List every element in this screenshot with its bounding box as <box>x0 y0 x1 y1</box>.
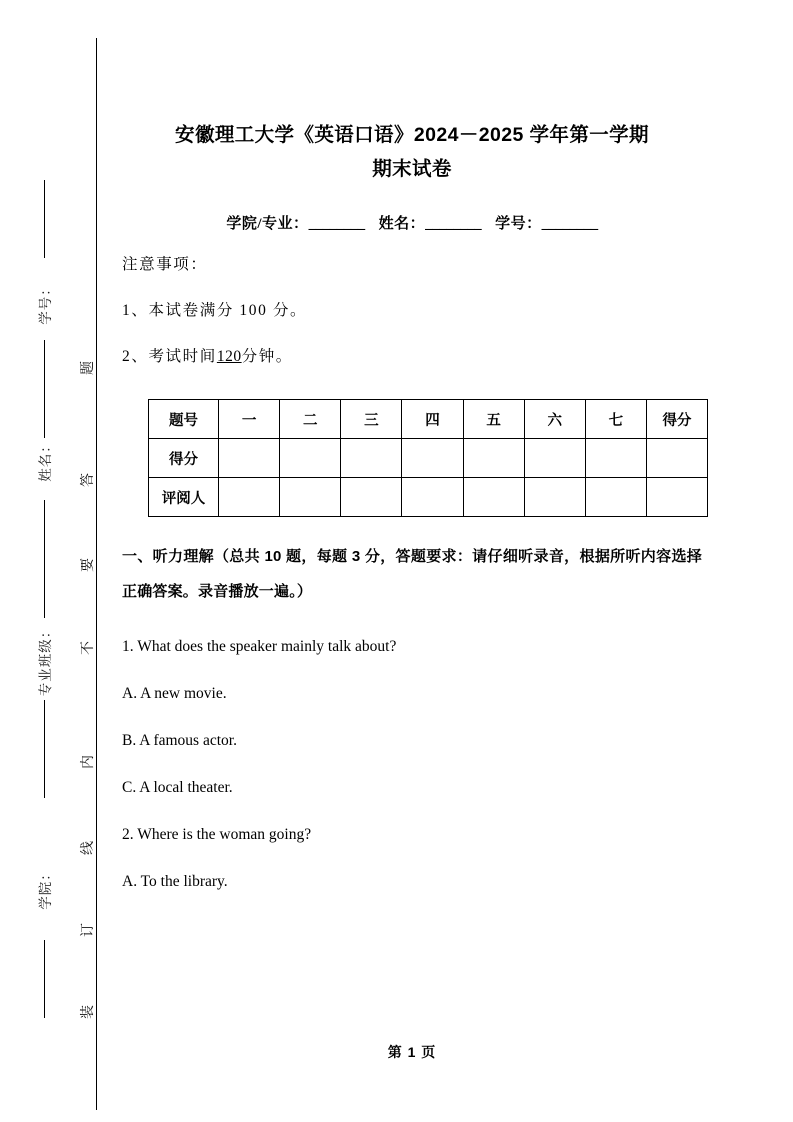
section-one-heading: 一、听力理解（总共 10 题，每题 3 分，答题要求：请仔细听录音，根据所听内容选择正确答案。录音播放一遍。） <box>122 548 702 600</box>
table-header-cell: 一 <box>219 400 280 439</box>
page-title <box>122 0 702 186</box>
notice-item-1: 1、本试卷满分 100 分。 <box>122 302 308 319</box>
binding-blank-line <box>44 500 45 618</box>
student-id-label: 学号： <box>495 216 542 232</box>
score-table <box>148 399 708 517</box>
question-2-stem: 2. Where is the woman going? <box>122 826 312 843</box>
binding-char-4: 不 <box>81 641 96 655</box>
table-header-cell: 二 <box>280 400 341 439</box>
college-major-label: 学院/专业： <box>226 216 309 232</box>
binding-label-student-id: 学号： <box>38 281 53 325</box>
table-header-cell: 得分 <box>646 400 707 439</box>
table-cell[interactable] <box>646 478 707 517</box>
binding-char-2: 答 <box>81 473 96 487</box>
table-cell[interactable] <box>341 478 402 517</box>
binding-char-3: 要 <box>81 558 96 572</box>
binding-char-8: 装 <box>81 1005 96 1019</box>
binding-blank-line <box>44 340 45 438</box>
table-row <box>149 478 708 517</box>
table-cell[interactable] <box>280 478 341 517</box>
binding-blank-line <box>44 700 45 798</box>
notice-item-2-prefix: 2、考试时间 <box>122 348 217 365</box>
exam-duration-value: 120 <box>216 348 242 365</box>
binding-char-6: 线 <box>81 841 96 855</box>
student-id-blank[interactable]: ________ <box>541 216 598 232</box>
table-row-label: 评阅人 <box>149 478 219 517</box>
table-cell[interactable] <box>402 478 463 517</box>
table-cell[interactable] <box>585 478 646 517</box>
table-cell[interactable] <box>341 439 402 478</box>
student-info-line <box>122 186 702 233</box>
table-cell[interactable] <box>646 439 707 478</box>
title-line-2: 期末试卷 <box>372 158 452 180</box>
table-cell[interactable] <box>463 478 524 517</box>
table-row <box>149 439 708 478</box>
notice-item-2 <box>122 347 702 393</box>
page-footer: 第 1 页 <box>387 1044 437 1060</box>
table-cell[interactable] <box>280 439 341 478</box>
table-cell[interactable] <box>402 439 463 478</box>
table-cell[interactable] <box>524 439 585 478</box>
table-header-cell: 题号 <box>149 400 219 439</box>
binding-margin <box>0 0 110 1122</box>
college-major-blank[interactable]: ________ <box>308 216 365 232</box>
binding-label-class: 专业班级： <box>38 623 53 697</box>
table-cell[interactable] <box>463 439 524 478</box>
question-1-option-a[interactable]: A. A new movie. <box>122 685 227 702</box>
binding-label-name: 姓名： <box>38 438 53 482</box>
title-line-1: 安徽理工大学《英语口语》2024－2025 学年第一学期 <box>175 124 649 146</box>
table-header-cell: 五 <box>463 400 524 439</box>
binding-char-5: 内 <box>81 755 96 769</box>
binding-label-college: 学院： <box>38 866 53 910</box>
binding-char-7: 订 <box>81 923 96 937</box>
binding-char-1: 题 <box>81 361 96 375</box>
table-header-cell: 四 <box>402 400 463 439</box>
question-1-option-b[interactable]: B. A famous actor. <box>122 732 237 749</box>
table-header-cell: 七 <box>585 400 646 439</box>
table-row-header <box>149 400 708 439</box>
question-1-option-c[interactable]: C. A local theater. <box>122 779 233 796</box>
table-cell[interactable] <box>524 478 585 517</box>
exam-paper-body <box>122 0 702 1122</box>
table-cell[interactable] <box>219 478 280 517</box>
table-cell[interactable] <box>219 439 280 478</box>
binding-blank-line <box>44 940 45 1018</box>
table-header-cell: 六 <box>524 400 585 439</box>
name-blank[interactable]: ________ <box>425 216 482 232</box>
notice-heading: 注意事项： <box>122 256 208 273</box>
question-1-stem: 1. What does the speaker mainly talk about? <box>122 638 397 655</box>
question-2-option-a[interactable]: A. To the library. <box>122 873 228 890</box>
notice-block <box>122 233 702 393</box>
table-cell[interactable] <box>585 439 646 478</box>
table-header-cell: 三 <box>341 400 402 439</box>
name-label: 姓名： <box>378 216 426 232</box>
table-row-label: 得分 <box>149 439 219 478</box>
binding-blank-line <box>44 180 45 258</box>
notice-item-2-suffix: 分钟。 <box>241 348 293 365</box>
